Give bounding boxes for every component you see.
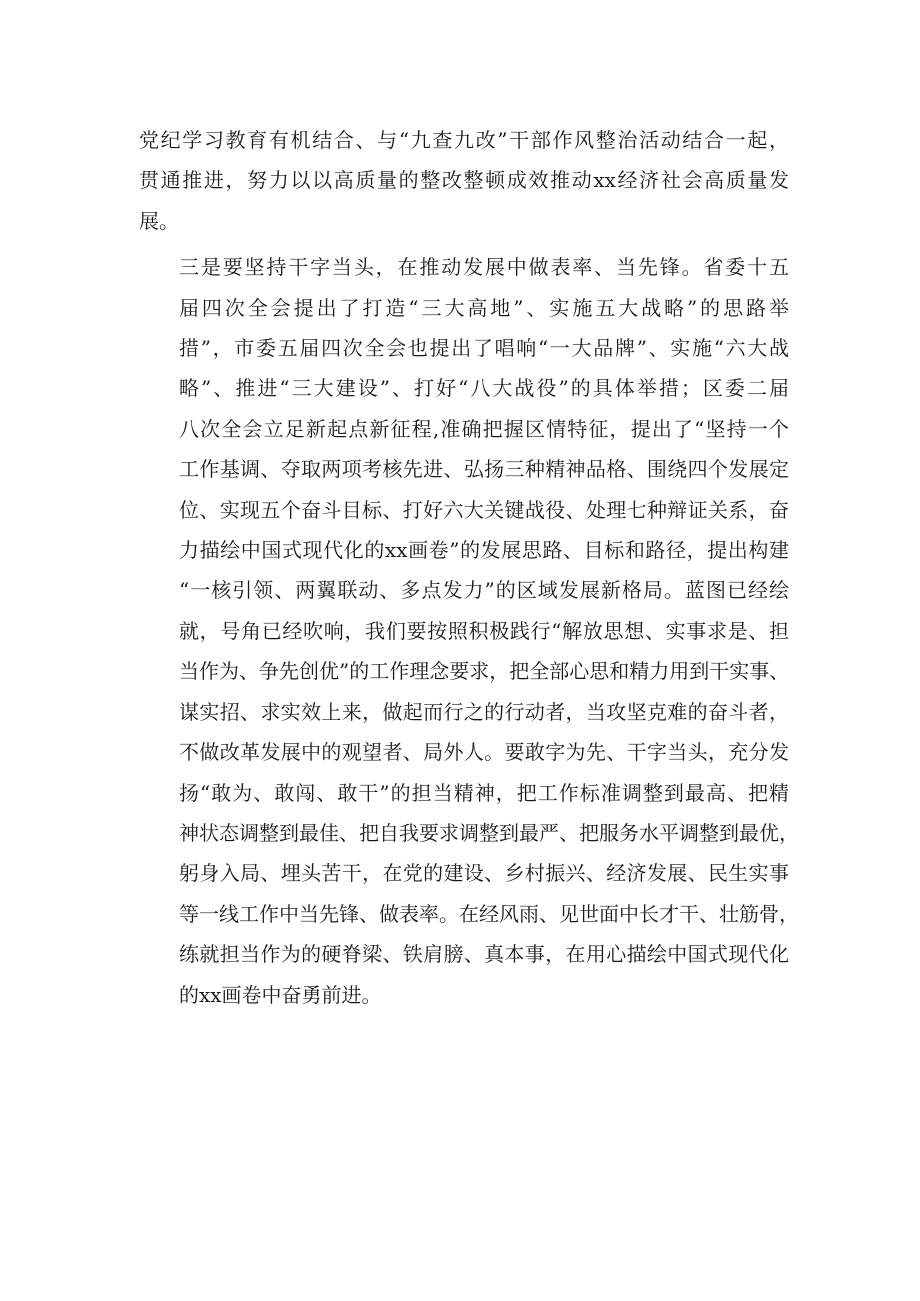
text-line: 略”、推进“三大建设”、打好“八大战役”的具体举措；区委二届: [179, 376, 789, 401]
text-line: 展。: [139, 208, 179, 233]
text-line: 三是要坚持干字当头，在推动发展中做表率、当先锋。省委十五: [179, 255, 789, 280]
text-line: 位、实现五个奋斗目标、打好六大关键战役、处理七种辩证关系，奋: [179, 497, 789, 522]
text-line: 扬“敢为、敢闯、敢干”的担当精神，把工作标准调整到最高、把精: [179, 780, 789, 805]
text-line: 措”，市委五届四次全会也提出了唱响“一大品牌”、实施“六大战: [179, 336, 789, 361]
text-line: 工作基调、夺取两项考核先进、弘扬三种精神品格、围绕四个发展定: [179, 457, 789, 482]
text-line: 党纪学习教育有机结合、与“九查九改”干部作风整治活动结合一起，: [139, 128, 789, 152]
text-line: 练就担当作为的硬脊梁、铁肩膀、真本事，在用心描绘中国式现代化: [179, 942, 789, 967]
paragraph-1: [139, 120, 789, 241]
paragraph-2: [139, 247, 799, 1015]
text-line: 八次全会立足新起点新征程,准确把握区情特征，提出了“坚持一个: [179, 416, 789, 441]
text-line: “一核引领、两翼联动、多点发力”的区域发展新格局。蓝图已经绘: [179, 578, 789, 603]
text-line: 不做改革发展中的观望者、局外人。要敢字为先、干字当头，充分发: [179, 740, 789, 765]
text-line: 当作为、争先创优”的工作理念要求，把全部心思和精力用到干实事、: [179, 659, 790, 684]
document-body: [139, 120, 799, 1015]
text-line: 力描绘中国式现代化的xx画卷”的发展思路、目标和路径，提出构建: [179, 538, 789, 563]
text-line: 神状态调整到最佳、把自我要求调整到最严、把服务水平调整到最优，: [179, 820, 799, 845]
text-line: 的xx画卷中奋勇前进。: [179, 982, 382, 1007]
text-line: 躬身入局、埋头苦干，在党的建设、乡村振兴、经济发展、民生实事: [179, 861, 789, 886]
text-line: 届四次全会提出了打造“三大高地”、实施五大战略”的思路举: [179, 295, 789, 320]
text-line: 等一线工作中当先锋、做表率。在经风雨、见世面中长才干、壮筋骨，: [179, 901, 799, 926]
text-line: 谋实招、求实效上来，做起而行之的行动者，当攻坚克难的奋斗者，: [179, 699, 789, 724]
text-line: 就，号角已经吹响，我们要按照积极践行“解放思想、实事求是、担: [179, 618, 789, 643]
text-line: 贯通推进，努力以以高质量的整改整顿成效推动xx经济社会高质量发: [139, 168, 789, 193]
